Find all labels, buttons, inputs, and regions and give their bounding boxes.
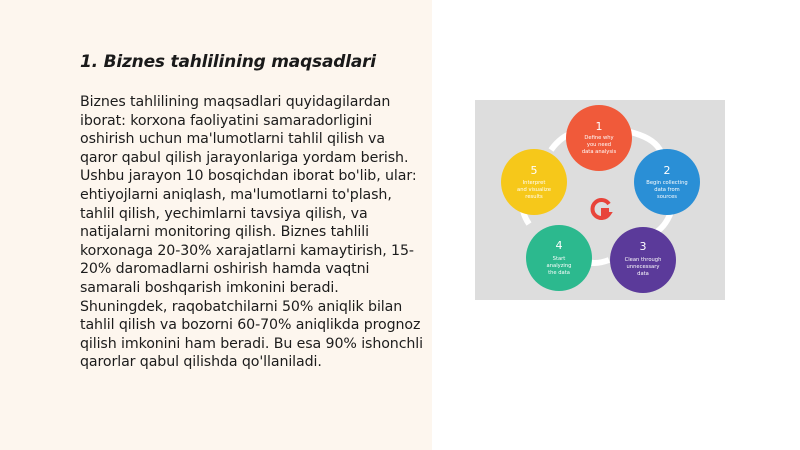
step-3-label-line2: unnecessary bbox=[626, 264, 660, 270]
step-1-label-line2: you need bbox=[586, 142, 612, 148]
step-3 bbox=[610, 227, 676, 293]
step-3-label-line3: data bbox=[637, 271, 649, 277]
step-1-number: 1 bbox=[595, 120, 603, 133]
step-4 bbox=[526, 225, 592, 291]
section-heading: 1. Biznes tahlilining maqsadlari bbox=[80, 52, 376, 72]
step-4-number: 4 bbox=[555, 239, 563, 252]
step-5-number: 5 bbox=[530, 164, 538, 177]
step-3-number: 3 bbox=[639, 240, 647, 253]
step-2 bbox=[634, 149, 700, 215]
g-logo-icon bbox=[593, 200, 609, 218]
step-1-label-line1: Define why bbox=[584, 135, 614, 141]
step-2-label-line1: Begin collecting bbox=[646, 180, 688, 186]
step-3-label-line1: Clean through bbox=[624, 257, 662, 263]
step-1-label-line3: data analysis bbox=[581, 149, 617, 155]
step-5 bbox=[501, 149, 567, 215]
step-2-number: 2 bbox=[663, 164, 671, 177]
arrow-1-2 bbox=[630, 132, 661, 152]
step-2-label-line2: data from bbox=[654, 187, 680, 193]
step-4-label-line2: analyzing bbox=[546, 263, 572, 269]
data-analysis-cycle-diagram bbox=[475, 100, 725, 300]
step-5-label-line1: Interpret bbox=[522, 180, 546, 186]
cycle-svg bbox=[475, 100, 725, 300]
step-5-label-line3: results bbox=[525, 194, 543, 200]
step-4-label-line3: the data bbox=[548, 270, 570, 276]
step-5-label-line2: and visualize bbox=[517, 187, 551, 193]
step-2-label-line3: sources bbox=[657, 194, 677, 200]
step-1 bbox=[566, 105, 632, 171]
step-4-label-line1: Start bbox=[552, 256, 566, 262]
body-paragraph: Biznes tahlilining maqsadlari quyidagilardan iborat: korxona faoliyatini samaradorligini oshirish uchun ma'lumotlarni tahlil qilish va qaror qabul qilish jarayonlariga yordam berish. Ushbu jarayon 10 bosqichdan iborat bo'lib, ular: ehtiyojlarni aniqlash, ma'lumotlarni to'plash, tahlil qilish, yechimlarni tavsiya qilish, va natijalarni monitoring qilish. Biznes tahlili korxonaga 20-30% xarajatlarni kamaytirish, 15-20% daromadlarni oshirish hamda vaqtni samarali boshqarish imkonini beradi. Shuningdek, raqobatchilarni 50% aniqlik bilan tahlil qilish va bozorni 60-70% aniqlikda prognoz qilish imkonini ham beradi. Bu esa 90% ishonchli qarorlar qabul qilishda qo'llaniladi. bbox=[80, 94, 423, 371]
